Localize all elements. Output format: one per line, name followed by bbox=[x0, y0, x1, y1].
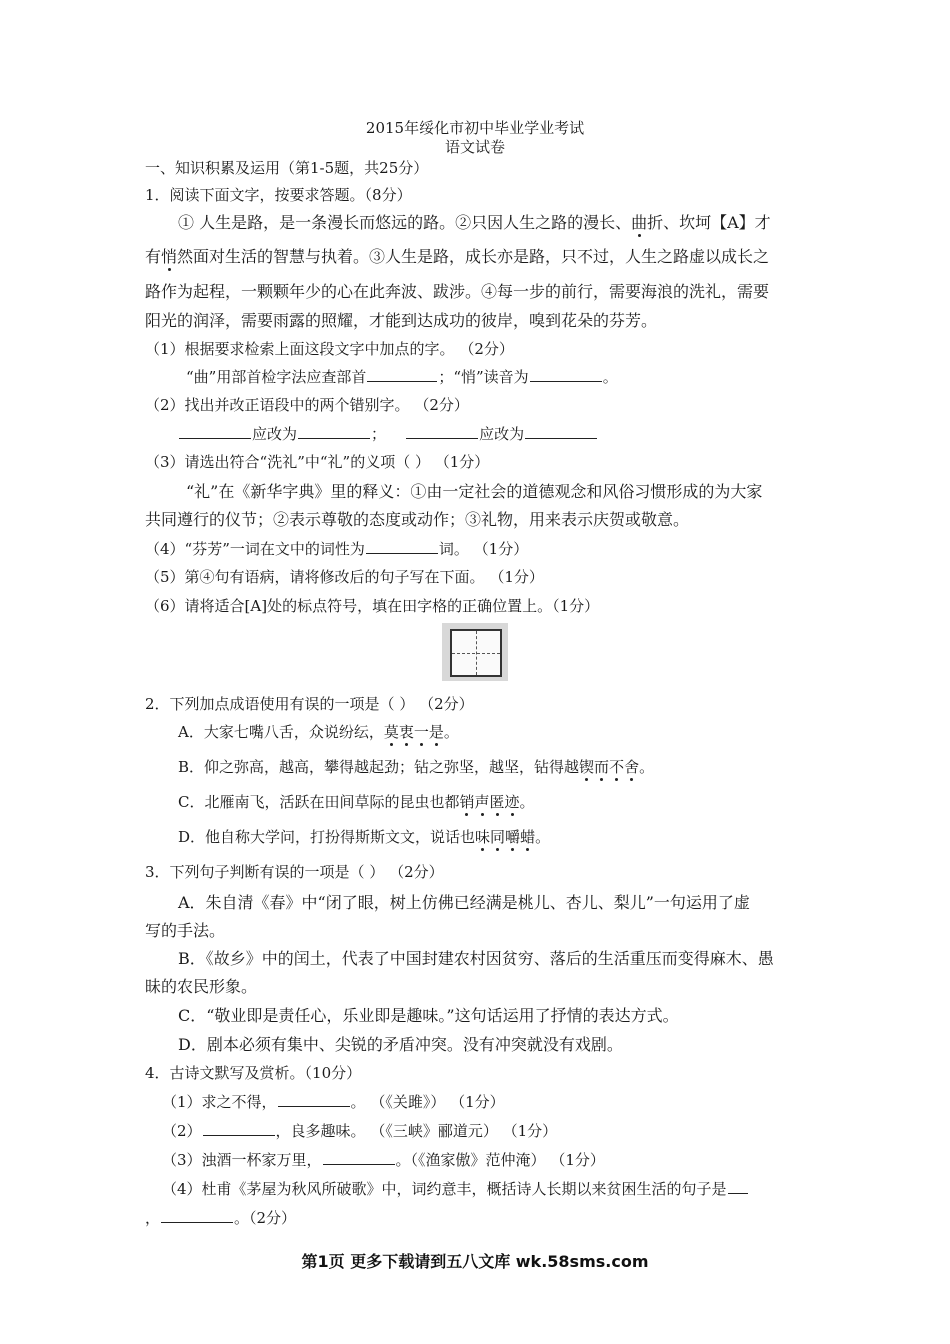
answer-blank[interactable] bbox=[161, 1208, 233, 1223]
q2-option-a: A．大家七嘴八舌，众说纷纭，莫衷一是。 bbox=[178, 723, 459, 741]
q3-option-a-2: 写的手法。 bbox=[145, 921, 226, 940]
q1-passage-line-3: 路作为起程，一颗颗年少的心在此奔波、跋涉。④每一步的前行，需要海浪的洗礼，需要 bbox=[145, 282, 770, 301]
q2-option-d: D．他自称大学问，打扮得斯斯文文，说话也味同嚼蜡。 bbox=[178, 828, 551, 846]
dotted-char: 锲 bbox=[579, 758, 595, 776]
answer-blank[interactable] bbox=[203, 1121, 275, 1136]
q1-sub-3-def-2: 共同遵行的仪节；②表示尊敬的态度或动作；③礼物，用来表示庆贺或敬意。 bbox=[145, 510, 690, 529]
q1-passage-line-2: 有悄然面对生活的智慧与执着。③人生是路，成长亦是路，只不过，人生之路虚以成长之 bbox=[145, 247, 770, 266]
dotted-char: 莫 bbox=[383, 723, 399, 741]
grid-box bbox=[450, 629, 502, 677]
q1-sub-6: （6）请将适合[A]处的标点符号，填在田字格的正确位置上。（1分） bbox=[145, 597, 600, 615]
dotted-char: 味 bbox=[475, 828, 491, 846]
q4-heading: 4．古诗文默写及赏析。（10分） bbox=[145, 1064, 362, 1082]
dotted-char: 曲 bbox=[631, 213, 648, 232]
answer-blank[interactable] bbox=[298, 424, 370, 439]
q1-sub-2-answer: 应改为 ； 应改为 bbox=[178, 423, 598, 445]
answer-blank[interactable] bbox=[525, 424, 597, 439]
q3-heading: 3．下列句子判断有误的一项是（ ） （2分） bbox=[145, 863, 444, 881]
dotted-char: 匿 bbox=[489, 793, 505, 811]
q3-option-b-2: 昧的农民形象。 bbox=[145, 977, 258, 996]
q1-sub-3-def-1: “礼”在《新华字典》里的释义：①由一定社会的道德观念和风俗习惯形成的为大家 bbox=[186, 482, 763, 501]
q4-item-3: （3）浊酒一杯家万里， 。（《渔家傲》范仲淹） （1分） bbox=[162, 1151, 605, 1169]
exam-title: 2015年绥化市初中毕业学业考试 bbox=[365, 119, 585, 137]
exam-subtitle: 语文试卷 bbox=[444, 138, 505, 156]
q1-sub-1-answer: “曲”用部首检字法应查部首 ；“悄”读音为 。 bbox=[186, 368, 618, 386]
dotted-char: 蜡 bbox=[520, 828, 536, 846]
dotted-char: 同 bbox=[490, 828, 506, 846]
dotted-char: 衷 bbox=[398, 723, 414, 741]
q3-option-a-1: A．朱自清《春》中“闭了眼，树上仿佛已经满是桃儿、杏儿、梨儿”一句运用了虚 bbox=[178, 893, 750, 912]
q3-option-d: D．剧本必须有集中、尖锐的矛盾冲突。没有冲突就没有戏剧。 bbox=[178, 1035, 623, 1054]
q1-heading: 1．阅读下面文字，按要求答题。（8分） bbox=[145, 186, 412, 204]
q2-option-c: C．北雁南飞，活跃在田间草际的昆虫也都销声匿迹。 bbox=[178, 793, 535, 811]
dotted-char: 不 bbox=[609, 758, 625, 776]
page-footer: 第1页 更多下载请到五八文库 wk.58sms.com bbox=[301, 1252, 649, 1271]
tian-zi-grid[interactable] bbox=[442, 623, 508, 681]
q1-sub-5: （5）第④句有语病，请将修改后的句子写在下面。 （1分） bbox=[145, 568, 544, 586]
answer-blank[interactable] bbox=[728, 1179, 748, 1194]
q4-item-4-cont: ， 。（2分） bbox=[145, 1209, 297, 1227]
dotted-char: 是 bbox=[428, 723, 444, 741]
q1-passage-line-4: 阳光的润泽，需要雨露的照耀，才能到达成功的彼岸，嗅到花朵的芬芳。 bbox=[145, 311, 658, 330]
q1-sub-2: （2）找出并改正语段中的两个错别字。 （2分） bbox=[145, 396, 469, 414]
answer-blank[interactable] bbox=[406, 424, 478, 439]
dotted-char: 嚼 bbox=[505, 828, 521, 846]
dotted-char: 声 bbox=[474, 793, 490, 811]
q3-option-b-1: B．《故乡》中的闰土，代表了中国封建农村因贫穷、落后的生活重压而变得麻木、愚 bbox=[178, 949, 774, 968]
q4-item-1: （1）求之不得， 。 （《关雎》） （1分） bbox=[162, 1093, 505, 1111]
q3-option-c: C．“敬业即是责任心，乐业即是趣味。”这句话运用了抒情的表达方式。 bbox=[178, 1006, 679, 1025]
q4-item-4: （4）杜甫《茅屋为秋风所破歌》中，词约意丰，概括诗人长期以来贫困生活的句子是 bbox=[162, 1178, 749, 1200]
q1-sub-3: （3）请选出符合“洗礼”中“礼”的义项（ ） （1分） bbox=[145, 453, 490, 471]
dotted-char: 舍 bbox=[624, 758, 640, 776]
q1-passage-line-1: ① 人生是路，是一条漫长而悠远的路。②只因人生之路的漫长、曲折、坎坷【A】才 bbox=[178, 213, 771, 232]
dotted-char: 销 bbox=[459, 793, 475, 811]
q2-option-b: B．仰之弥高，越高，攀得越起劲；钻之弥坚，越坚，钻得越锲而不舍。 bbox=[178, 758, 655, 776]
answer-blank[interactable] bbox=[530, 367, 602, 382]
dotted-char: 而 bbox=[594, 758, 610, 776]
dotted-char: 悄 bbox=[161, 247, 178, 266]
dotted-char: 一 bbox=[413, 723, 429, 741]
q4-item-2: （2） ，良多趣味。 （《三峡》郦道元） （1分） bbox=[162, 1122, 558, 1140]
dotted-char: 迹 bbox=[504, 793, 520, 811]
q1-sub-1: （1）根据要求检索上面这段文字中加点的字。 （2分） bbox=[145, 340, 514, 358]
answer-blank[interactable] bbox=[278, 1092, 350, 1107]
grid-dashed-vertical bbox=[476, 631, 477, 675]
q1-sub-4: （4）“芬芳”一词在文中的词性为 词。 （1分） bbox=[145, 540, 529, 558]
q2-heading: 2．下列加点成语使用有误的一项是（ ） （2分） bbox=[145, 695, 474, 713]
section-heading: 一、知识积累及运用（第1-5题，共25分） bbox=[145, 159, 429, 177]
answer-blank[interactable] bbox=[323, 1150, 395, 1165]
answer-blank[interactable] bbox=[367, 367, 437, 382]
answer-blank[interactable] bbox=[179, 424, 251, 439]
answer-blank[interactable] bbox=[366, 539, 438, 554]
